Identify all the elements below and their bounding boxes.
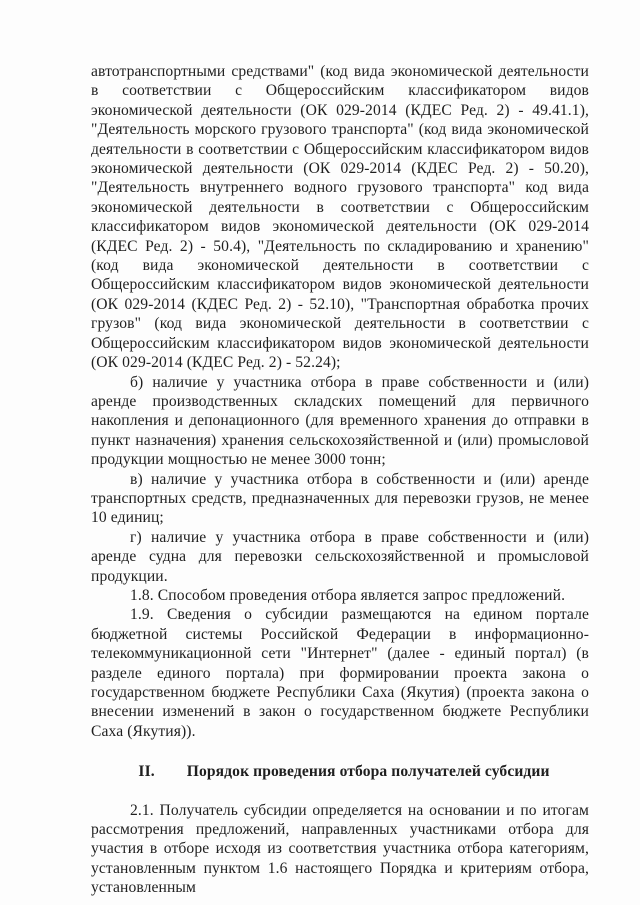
paragraph-criterion-v: в) наличие у участника отбора в собственности и (или) аренде транспортных средств, предназначенных для перевозки грузов, не менее 10 единиц; (91, 470, 589, 527)
section-title: Порядок проведения отбора получателей субсидии (186, 763, 550, 781)
document-body (91, 62, 589, 898)
paragraph-criterion-g: г) наличие у участника отбора в праве собственности и (или) аренде судна для перевозки сельскохозяйственной и промысловой продукции. (91, 528, 589, 585)
paragraph-okved-list: автотранспортными средствами" (код вида экономической деятельности в соответствии с Общероссийским классификатором видов экономической деятельности (ОК 029-2014 (КДЕС Ред. 2) - 49.41.1), "Деятельность морского грузового транспорта" (код вида экономической деятельности в соответствии с Общероссийским классификатором видов экономической деятельности (ОК 029-2014 (КДЕС Ред. 2) - 50.20), "Деятельность внутреннего водного грузового транспорта" код вида экономической деятельности в соответствии с Общероссийским классификатором видов экономической деятельности (ОК 029-2014 (КДЕС Ред. 2) - 50.4), "Деятельность по складированию и хранению" (код вида экономической деятельности в соответствии с Общероссийским классификатором видов экономической деятельности (ОК 029-2014 (КДЕС Ред. 2) - 52.10), "Транспортная обработка прочих грузов" (код вида экономической деятельности в соответствии с Общероссийским классификатором видов экономической деятельности (ОК 029-2014 (КДЕС Ред. 2) - 52.24); (91, 63, 589, 372)
paragraph-2-1: 2.1. Получатель субсидии определяется на основании и по итогам рассмотрения предложений, направленных участниками отбора для участия в отборе исходя из соответствия участника отбора категориям, установленным пунктом 1.6 настоящего Порядка и критериям отбора, установленным (91, 801, 589, 897)
paragraph-1-9: 1.9. Сведения о субсидии размещаются на едином портале бюджетной системы Российской Федерации в информационно-телекоммуникационной сети "Интернет" (далее - единый портал) (в разделе единого портала) при формировании проекта закона о государственном бюджете Республики Саха (Якутия) (проекта закона о внесении изменений в закон о государственном бюджете Республики Саха (Якутия)). (91, 606, 589, 740)
paragraph-1-8: 1.8. Способом проведения отбора является запрос предложений. (130, 586, 566, 604)
section-heading (91, 762, 589, 781)
paragraph-criterion-b: б) наличие у участника отбора в праве собственности и (или) аренде производственных складских помещений для первичного накопления и депонационного (для временного хранения до отправки в пункт назначения) хранения сельскохозяйственной и (или) промысловой продукции мощностью не менее 3000 тонн; (91, 373, 589, 469)
section-number: II. (138, 763, 155, 781)
